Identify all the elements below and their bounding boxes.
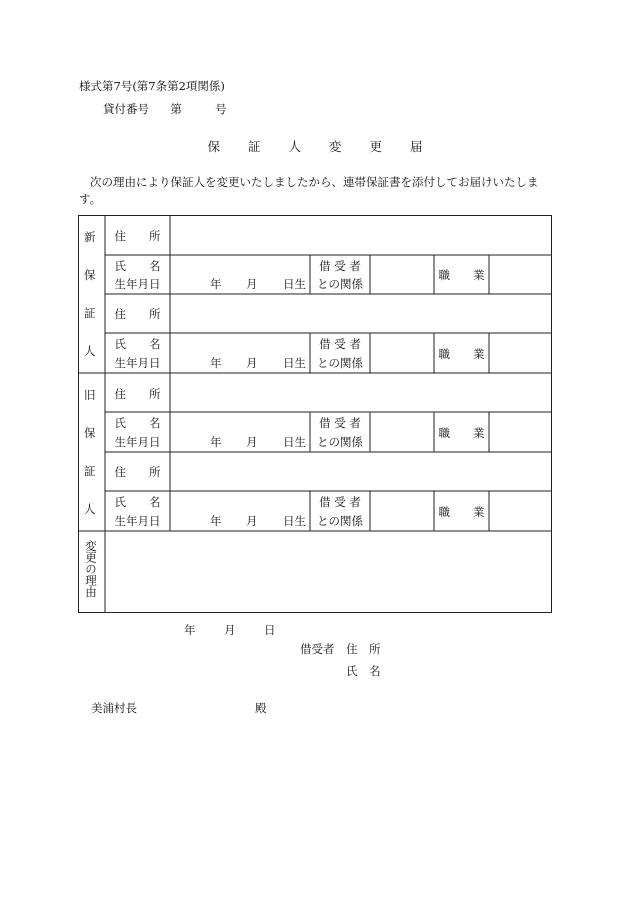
borrower-address: 借受者 住 所 [300,642,381,656]
address-label: 住 所 [114,387,161,401]
occupation-label: 職 業 [438,347,485,361]
borrower-relation-bottom: との関係 [317,514,363,528]
borrower-relation-bottom: との関係 [317,435,363,449]
address-label: 住 所 [114,465,161,479]
addressee-honorific: 殿 [255,701,267,715]
birth-year: 年 [210,514,222,528]
occupation-label: 職 業 [438,505,485,519]
birth-year: 年 [210,277,222,291]
name-label: 氏 名 [114,495,161,509]
loan-number-dai: 第 [170,102,182,116]
old-guarantor-label: 旧 保 証 人 [84,388,96,516]
borrower-relation-top: 借 受 者 [319,259,361,273]
birth-month: 月 [246,435,258,449]
borrower-relation-bottom: との関係 [317,356,363,370]
birth-label: 生年月日 [114,514,161,528]
birth-year: 年 [210,435,222,449]
loan-number-line [103,101,227,117]
birth-label: 生年月日 [114,435,161,449]
borrower-relation-top: 借 受 者 [319,416,361,430]
guarantor-table [78,215,552,613]
birth-day: 日生 [283,356,306,370]
birth-day: 日生 [283,435,306,449]
reason-label: 変更の理由 [84,540,98,598]
name-label: 氏 名 [114,416,161,430]
borrower-relation-bottom: との関係 [317,277,363,291]
address-label: 住 所 [114,307,161,321]
birth-day: 日生 [283,277,306,291]
loan-number-go: 号 [215,102,227,116]
borrower-name: 氏 名 [346,664,381,678]
occupation-label: 職 業 [438,268,485,282]
name-label: 氏 名 [114,259,161,273]
addressee-mayor: 美浦村長 [91,701,137,715]
birth-day: 日生 [283,514,306,528]
page-title: 保 証 人 変 更 届 [207,139,423,154]
borrower-relation-top: 借 受 者 [319,495,361,509]
new-guarantor-label: 新 保 証 人 [84,230,96,358]
birth-label: 生年月日 [114,356,161,370]
loan-number-label: 貸付番号 [103,102,149,116]
intro-text: 次の理由により保証人を変更いたしましたから、連帯保証書を添付してお届けいたします。 [79,175,539,206]
form-number: 様式第7号(第7条第2項関係) [79,79,225,93]
birth-label: 生年月日 [114,277,161,291]
submission-date: 年 月 日 [184,623,276,637]
borrower-relation-top: 借 受 者 [319,337,361,351]
birth-month: 月 [246,356,258,370]
name-label: 氏 名 [114,337,161,351]
birth-month: 月 [246,277,258,291]
occupation-label: 職 業 [438,426,485,440]
address-label: 住 所 [114,229,161,243]
birth-year: 年 [210,356,222,370]
birth-month: 月 [246,514,258,528]
